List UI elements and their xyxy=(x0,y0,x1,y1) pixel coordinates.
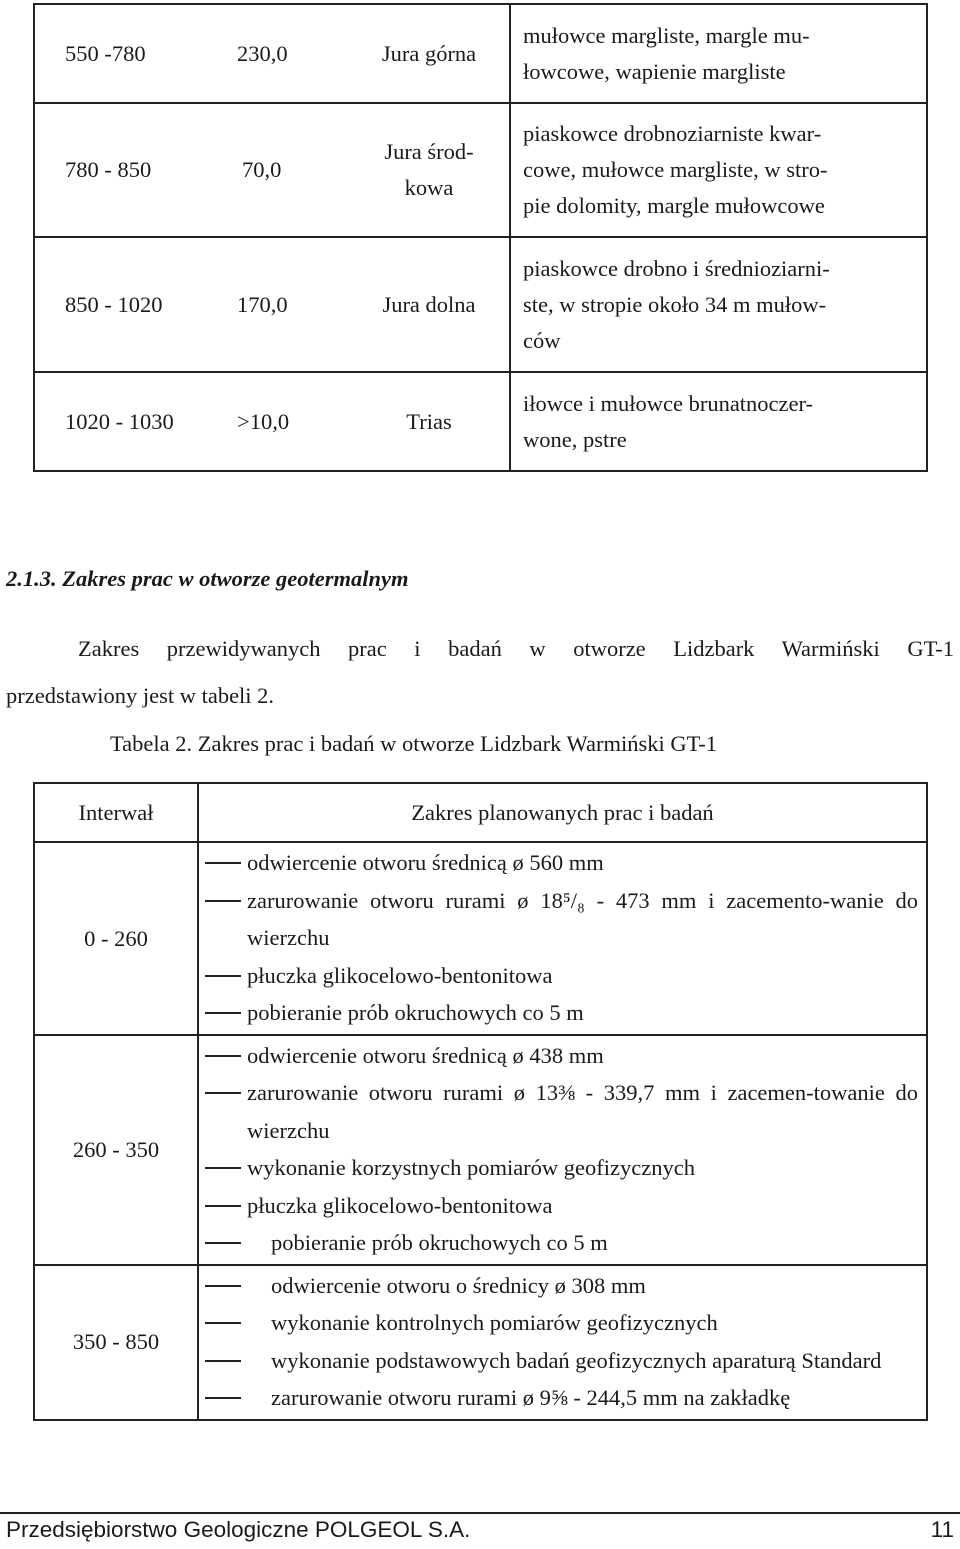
section-heading: 2.1.3. Zakres prac w otworze geotermalnym xyxy=(6,566,409,591)
strata-left-cell xyxy=(34,237,510,372)
lithology-line: ste, w stropie około 34 m mułow- xyxy=(523,291,827,317)
dash-bullet xyxy=(205,1267,241,1304)
scope-cell xyxy=(198,842,927,1035)
thickness: 170,0 xyxy=(237,291,288,317)
strata-row xyxy=(34,237,927,372)
list-item: wykonanie podstawowych badań geofizycznych aparaturą Standard xyxy=(205,1342,918,1380)
dash-bullet xyxy=(205,844,241,881)
dash-bullet xyxy=(205,994,241,1031)
strata-left-cell xyxy=(34,103,510,237)
strata-row xyxy=(34,372,927,471)
list-item: wykonanie kontrolnych pomiarów geofizycznych xyxy=(205,1304,918,1342)
list-item: płuczka glikocelowo-bentonitowa xyxy=(205,957,918,995)
list-item: zarurowanie otworu rurami ø 18⁵/₈ - 473 mm i zacemento-wanie do wierzchu xyxy=(205,882,918,957)
strata-row xyxy=(34,4,927,103)
depth-interval: 850 - 1020 xyxy=(65,291,163,317)
dash-bullet xyxy=(205,1304,241,1341)
lithology-cell xyxy=(510,237,927,372)
scope-cell xyxy=(198,1265,927,1420)
stratigraphy: Jura dolna xyxy=(382,291,476,317)
interval-cell: 260 - 350 xyxy=(34,1035,198,1265)
dash-bullet xyxy=(205,1074,241,1111)
list-item: odwiercenie otworu średnicą ø 438 mm xyxy=(205,1037,918,1075)
stratigraphy: Jura środ-kowa xyxy=(384,139,474,200)
lithology-line: wone, pstre xyxy=(523,426,627,452)
lithology-line: ców xyxy=(523,327,561,353)
thickness: 230,0 xyxy=(237,40,288,66)
paragraph-line: Zakres przewidywanych prac i badań w otworze Lidzbark Warmiński GT-1 xyxy=(78,636,954,661)
table-caption: Tabela 2. Zakres prac i badań w otworze Lidzbark Warmiński GT-1 xyxy=(110,731,718,756)
footer-divider xyxy=(0,1512,960,1514)
lithology-cell xyxy=(510,103,927,237)
page-footer xyxy=(6,1517,954,1543)
footer-company: Przedsiębiorstwo Geologiczne POLGEOL S.A. xyxy=(6,1517,471,1542)
lithology-line: łowcowe, wapienie margliste xyxy=(523,58,786,84)
lithology-cell xyxy=(510,4,927,103)
list-item: odwiercenie otworu o średnicy ø 308 mm xyxy=(205,1267,918,1305)
dash-bullet xyxy=(205,1187,241,1224)
table-row xyxy=(34,1265,927,1420)
list-item: odwiercenie otworu średnicą ø 560 mm xyxy=(205,844,918,882)
list-item: wykonanie korzystnych pomiarów geofizycznych xyxy=(205,1149,918,1187)
header-scope: Zakres planowanych prac i badań xyxy=(198,783,927,842)
dash-bullet xyxy=(205,1224,241,1261)
header-interval: Interwał xyxy=(34,783,198,842)
scope-cell xyxy=(198,1035,927,1265)
depth-interval: 550 -780 xyxy=(65,40,146,66)
list-item: płuczka glikocelowo-bentonitowa xyxy=(205,1187,918,1225)
works-table xyxy=(33,782,928,1421)
thickness: 70,0 xyxy=(242,157,282,182)
list-item: zarurowanie otworu rurami ø 9⅝ - 244,5 mm na zakładkę xyxy=(205,1379,918,1417)
interval-cell: 350 - 850 xyxy=(34,1265,198,1420)
list-item: pobieranie prób okruchowych co 5 m xyxy=(205,1224,918,1262)
dash-bullet xyxy=(205,882,241,919)
lithology-cell xyxy=(510,372,927,471)
lithology-line: iłowce i mułowce brunatnoczer- xyxy=(523,390,814,416)
thickness: >10,0 xyxy=(237,408,290,434)
depth-interval: 1020 - 1030 xyxy=(65,408,174,434)
list-item: pobieranie prób okruchowych co 5 m xyxy=(205,994,918,1032)
stratigraphy: Jura górna xyxy=(381,40,477,66)
dash-bullet xyxy=(205,957,241,994)
lithology-line: cowe, mułowce margliste, w stro- xyxy=(523,157,828,182)
page-number: 11 xyxy=(930,1517,954,1542)
stratigraphy: Trias xyxy=(406,408,452,434)
interval-cell: 0 - 260 xyxy=(34,842,198,1035)
table-header-row xyxy=(34,783,927,842)
lithology-line: pie dolomity, margle mułowcowe xyxy=(523,193,825,218)
dash-bullet xyxy=(205,1037,241,1074)
table-row xyxy=(34,1035,927,1265)
dash-bullet xyxy=(205,1342,241,1379)
depth-interval: 780 - 850 xyxy=(65,157,152,182)
table-row xyxy=(34,842,927,1035)
lithology-line: piaskowce drobnoziarniste kwar- xyxy=(523,121,822,146)
dash-bullet xyxy=(205,1149,241,1186)
strata-left-cell xyxy=(34,372,510,471)
list-item: zarurowanie otworu rurami ø 13⅜ - 339,7 mm i zacemen-towanie do wierzchu xyxy=(205,1074,918,1149)
lithology-line: piaskowce drobno i średnioziarni- xyxy=(523,255,830,281)
strata-left-cell xyxy=(34,4,510,103)
stratigraphy-table xyxy=(33,3,928,472)
lithology-line: mułowce margliste, margle mu- xyxy=(523,22,810,48)
paragraph-line: przedstawiony jest w tabeli 2. xyxy=(6,683,275,708)
dash-bullet xyxy=(205,1379,241,1416)
strata-row xyxy=(34,103,927,237)
